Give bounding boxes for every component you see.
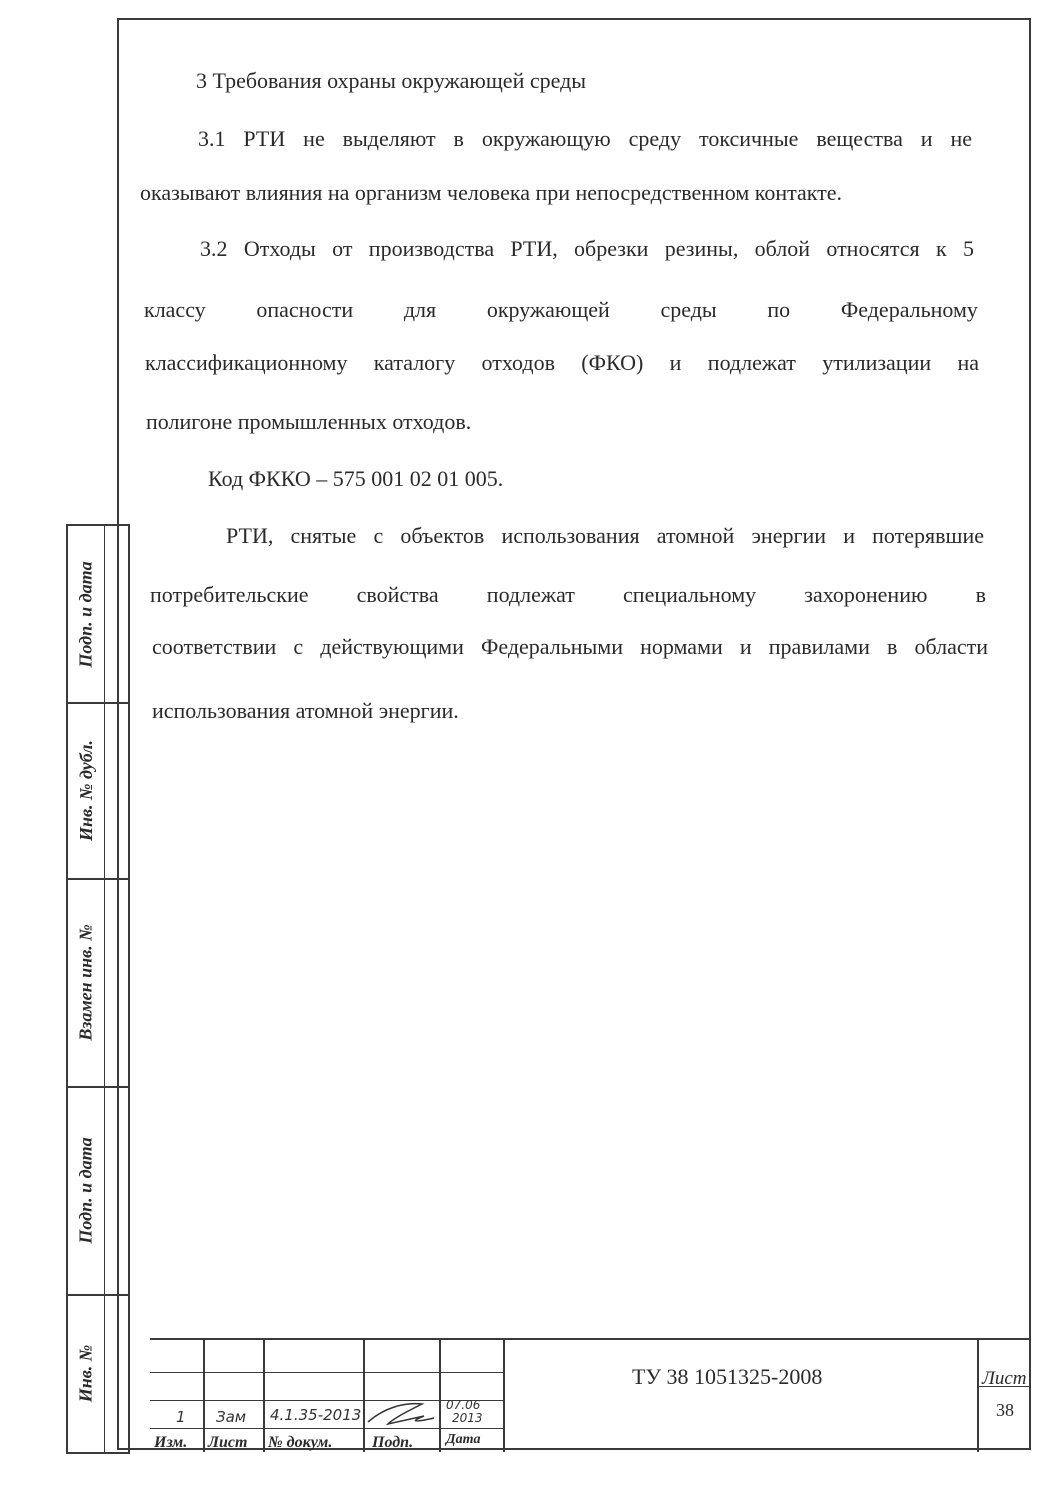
- stamp-divider: [203, 1340, 205, 1452]
- word: в: [975, 582, 986, 607]
- change-izm: 1: [176, 1408, 186, 1426]
- page-frame: [117, 18, 1031, 1450]
- stamp-divider: [439, 1340, 441, 1452]
- title-block: [150, 1338, 1031, 1452]
- word: потребительские: [150, 582, 309, 607]
- sheet-number: 38: [996, 1400, 1014, 1420]
- change-date-line-1: 07.06: [446, 1398, 481, 1412]
- signature-scribble: [364, 1398, 440, 1428]
- col-list: Лист: [208, 1434, 248, 1451]
- col-date: Дата: [446, 1432, 481, 1447]
- paragraph-3-2-line-2: [144, 297, 978, 323]
- fkko-code-line: Код ФККО – 575 001 02 01 005.: [208, 466, 504, 491]
- side-label-sign-date-2: Подп. и дата: [75, 1136, 96, 1244]
- side-label-sign-date-1: Подп. и дата: [75, 560, 96, 668]
- stamp-divider: [503, 1340, 505, 1452]
- side-label-inv-dubl: Инв. № дубл.: [75, 739, 96, 841]
- side-strip: [66, 524, 130, 1454]
- stamp-divider: [363, 1340, 365, 1452]
- word: опасности: [256, 297, 354, 322]
- change-doc: 4.1.35-2013: [270, 1406, 362, 1424]
- side-strip-inner-line: [104, 526, 105, 1452]
- sheet-label: Лист: [982, 1368, 1027, 1389]
- paragraph-3-3-line-4: использования атомной энергии.: [152, 698, 459, 723]
- col-izm: Изм.: [154, 1434, 188, 1451]
- stamp-row-line: [150, 1428, 505, 1429]
- word: захоронению: [804, 582, 928, 607]
- word: свойства: [356, 582, 439, 607]
- word: среды: [660, 297, 717, 322]
- word: специальному: [623, 582, 757, 607]
- word: по: [767, 297, 791, 322]
- paragraph-3-1-line-2: оказывают влияния на организм человека при непосредственном контакте.: [140, 180, 843, 205]
- word: Федеральному: [840, 297, 978, 322]
- paragraph-3-2-line-4: полигоне промышленных отходов.: [146, 409, 472, 434]
- side-label-inv-number: Инв. №: [75, 1344, 96, 1402]
- word: подлежат: [486, 582, 575, 607]
- paragraph-3-3-line-3: соответствии с действующими Федеральными нормами и правилами в области: [152, 634, 988, 659]
- paragraph-3-2-line-3: классификационному каталогу отходов (ФКО) и подлежат утилизации на: [145, 350, 979, 375]
- stamp-divider: [977, 1340, 979, 1452]
- stamp-row-line: [150, 1372, 505, 1373]
- paragraph-3-1-line-1: 3.1 РТИ не выделяют в окружающую среду токсичные вещества и не: [198, 126, 972, 151]
- word: классу: [144, 297, 206, 322]
- word: окружающей: [486, 297, 610, 322]
- paragraph-3-3-line-2: [150, 582, 986, 608]
- paragraph-3-3-line-1: РТИ, снятые с объектов использования атомной энергии и потерявшие: [226, 523, 984, 548]
- side-label-replace-inv: Взамен инв. №: [75, 923, 96, 1041]
- change-list: Зам: [216, 1408, 247, 1426]
- section-heading: 3 Требования охраны окружающей среды: [196, 68, 587, 93]
- paragraph-3-2-line-1: 3.2 Отходы от производства РТИ, обрезки резины, облой относятся к 5: [200, 236, 974, 261]
- col-signature: Подп.: [372, 1434, 414, 1451]
- stamp-divider: [263, 1340, 265, 1452]
- change-date-line-2: 2013: [452, 1411, 483, 1425]
- col-doc-number: № докум.: [268, 1434, 333, 1451]
- document-code: ТУ 38 1051325-2008: [632, 1364, 823, 1389]
- word: для: [403, 297, 437, 322]
